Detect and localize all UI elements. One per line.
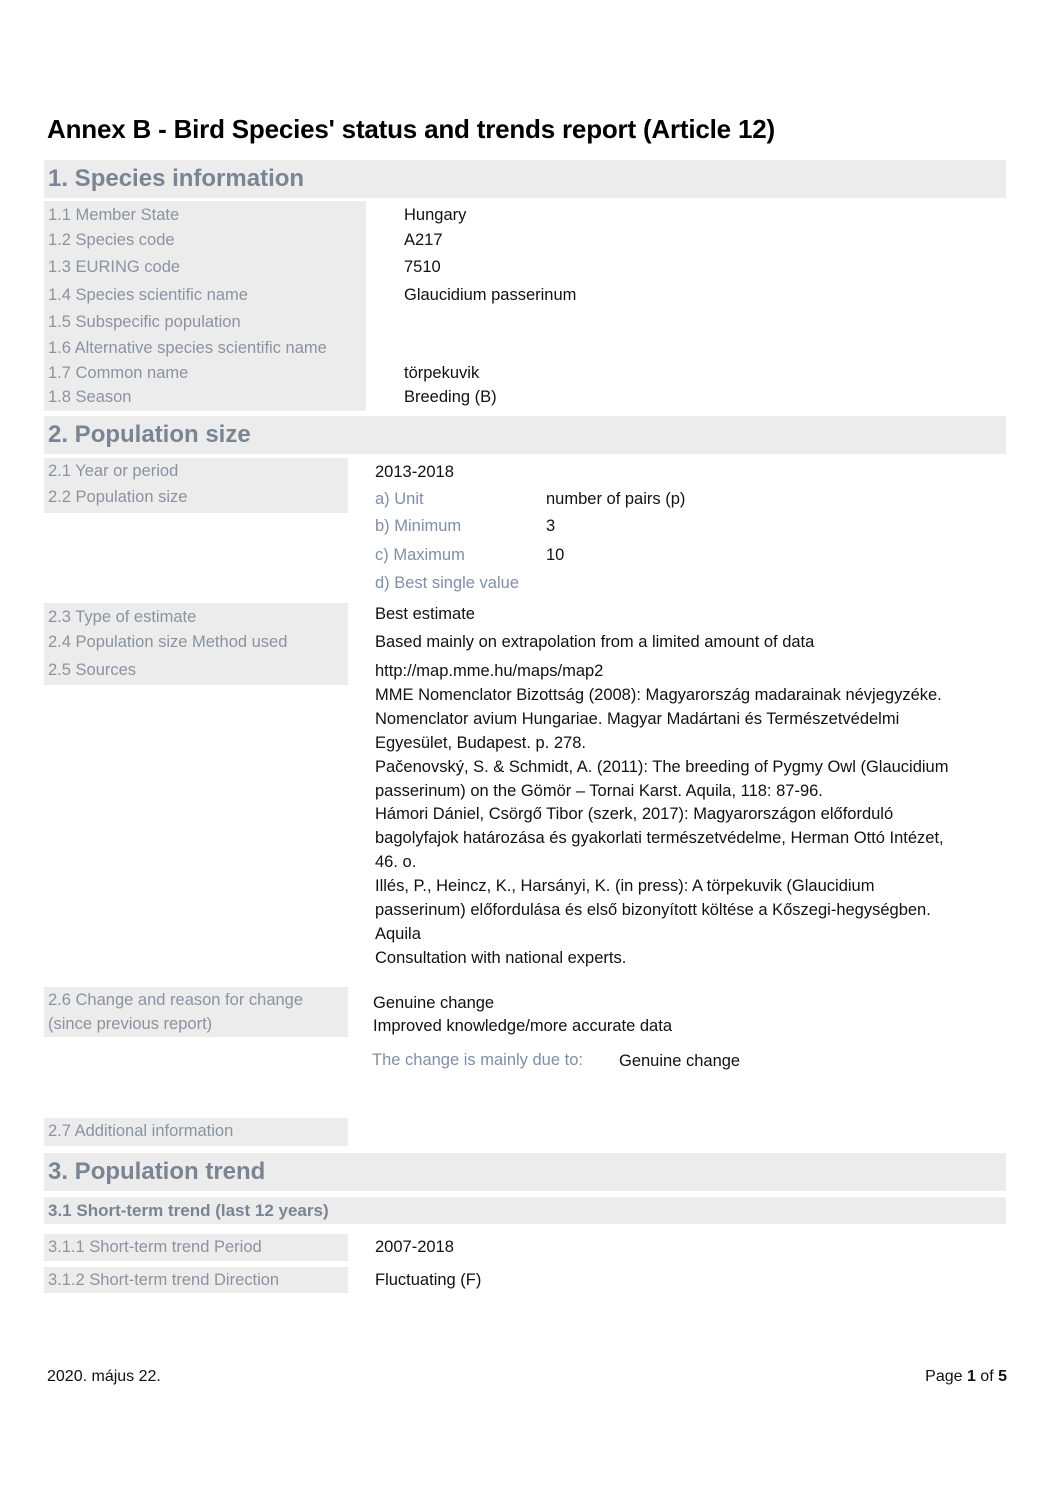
source-line: passerinum) on the Gömör – Tornai Karst. Aquila, 118: 87-96. [375, 781, 823, 800]
source-line: Illés, P., Heincz, K., Harsányi, K. (in press): A törpekuvik (Glaucidium [375, 877, 875, 896]
source-line: 46. o. [375, 853, 417, 872]
year-period-value: 2013-2018 [375, 463, 454, 481]
euring-code-label: 1.3 EURING code [48, 258, 181, 276]
source-line: MME Nomenclator Bizottság (2008): Magyarország madarainak névjegyzéke. [375, 685, 942, 704]
trend-period-value: 2007-2018 [375, 1238, 454, 1256]
year-period-label: 2.1 Year or period [48, 462, 179, 480]
scientific-name-label: 1.4 Species scientific name [48, 286, 248, 304]
section-header-trend [44, 1153, 1006, 1191]
member-state-label: 1.1 Member State [48, 206, 180, 224]
season-label: 1.8 Season [48, 388, 132, 406]
subsection-header-short-term [44, 1197, 1006, 1224]
sources-label: 2.5 Sources [48, 661, 137, 679]
estimate-type-label: 2.3 Type of estimate [48, 608, 197, 626]
trend-direction-label: 3.1.2 Short-term trend Direction [48, 1271, 280, 1289]
change-due-value: Genuine change [619, 1052, 741, 1070]
maximum-label: c) Maximum [375, 546, 465, 564]
estimate-type-value: Best estimate [375, 605, 475, 623]
page-prefix: Page [925, 1368, 967, 1385]
maximum-value: 10 [546, 546, 565, 564]
section-title: 3. Population trend [48, 1158, 266, 1185]
source-line: passerinum) előfordulása és első bizonyított költése a Kőszegi-hegységben. [375, 901, 931, 920]
trend-direction-value: Fluctuating (F) [375, 1271, 482, 1289]
member-state-value: Hungary [404, 206, 467, 224]
population-size-label: 2.2 Population size [48, 488, 188, 506]
page-title: Annex B - Bird Species' status and trends report (Article 12) [47, 114, 775, 144]
source-line: Nomenclator avium Hungariae. Magyar Madártani és Természetvédelmi [375, 709, 900, 728]
page-total: 5 [998, 1368, 1007, 1385]
section-header-species [44, 160, 1006, 198]
footer-date: 2020. május 22. [47, 1368, 161, 1385]
source-line: http://map.mme.hu/maps/map2 [375, 662, 604, 680]
scientific-name-value: Glaucidium passerinum [404, 286, 577, 304]
season-value: Breeding (B) [404, 388, 497, 406]
species-code-label: 1.2 Species code [48, 231, 175, 249]
section-title: 2. Population size [48, 421, 251, 448]
trend-period-label: 3.1.1 Short-term trend Period [48, 1238, 262, 1256]
page-separator: of [975, 1368, 999, 1385]
sources-list [375, 660, 1005, 971]
species-code-value: A217 [404, 231, 443, 249]
change-label: 2.6 Change and reason for change [48, 991, 304, 1009]
page-number [925, 1368, 1007, 1386]
change-due-label: The change is mainly due to: [372, 1051, 583, 1069]
common-name-value: törpekuvik [404, 364, 480, 382]
alternative-name-label: 1.6 Alternative species scientific name [48, 339, 327, 357]
euring-code-value: 7510 [404, 258, 441, 276]
unit-label: a) Unit [375, 490, 424, 508]
source-line: Egyesület, Budapest. p. 278. [375, 733, 586, 752]
change-value: Genuine change [373, 994, 495, 1012]
minimum-value: 3 [546, 517, 556, 535]
source-line: bagolyfajok határozása és gyakorlati természetvédelme, Herman Ottó Intézet, [375, 829, 944, 848]
change-reason-value: Improved knowledge/more accurate data [373, 1017, 672, 1035]
additional-info-label: 2.7 Additional information [48, 1122, 234, 1140]
common-name-label: 1.7 Common name [48, 364, 189, 382]
source-line: Hámori Dániel, Csörgő Tibor (szerk, 2017): Magyarországon előforduló [375, 805, 894, 824]
section-title: 1. Species information [48, 165, 305, 192]
source-line: Aquila [375, 924, 421, 943]
section-header-population [44, 416, 1006, 454]
source-line: Consultation with national experts. [375, 948, 627, 967]
page-current: 1 [966, 1368, 976, 1385]
unit-value: number of pairs (p) [546, 490, 686, 508]
subspecific-population-label: 1.5 Subspecific population [48, 313, 241, 331]
subsection-title: 3.1 Short-term trend (last 12 years) [48, 1201, 329, 1220]
minimum-label: b) Minimum [375, 517, 462, 535]
method-label: 2.4 Population size Method used [48, 633, 288, 651]
method-value: Based mainly on extrapolation from a limited amount of data [375, 633, 815, 651]
source-line: Pačenovský, S. & Schmidt, A. (2011): The breeding of Pygmy Owl (Glaucidium [375, 757, 949, 776]
best-single-value-label: d) Best single value [375, 574, 519, 592]
change-label-continued: (since previous report) [48, 1015, 213, 1033]
